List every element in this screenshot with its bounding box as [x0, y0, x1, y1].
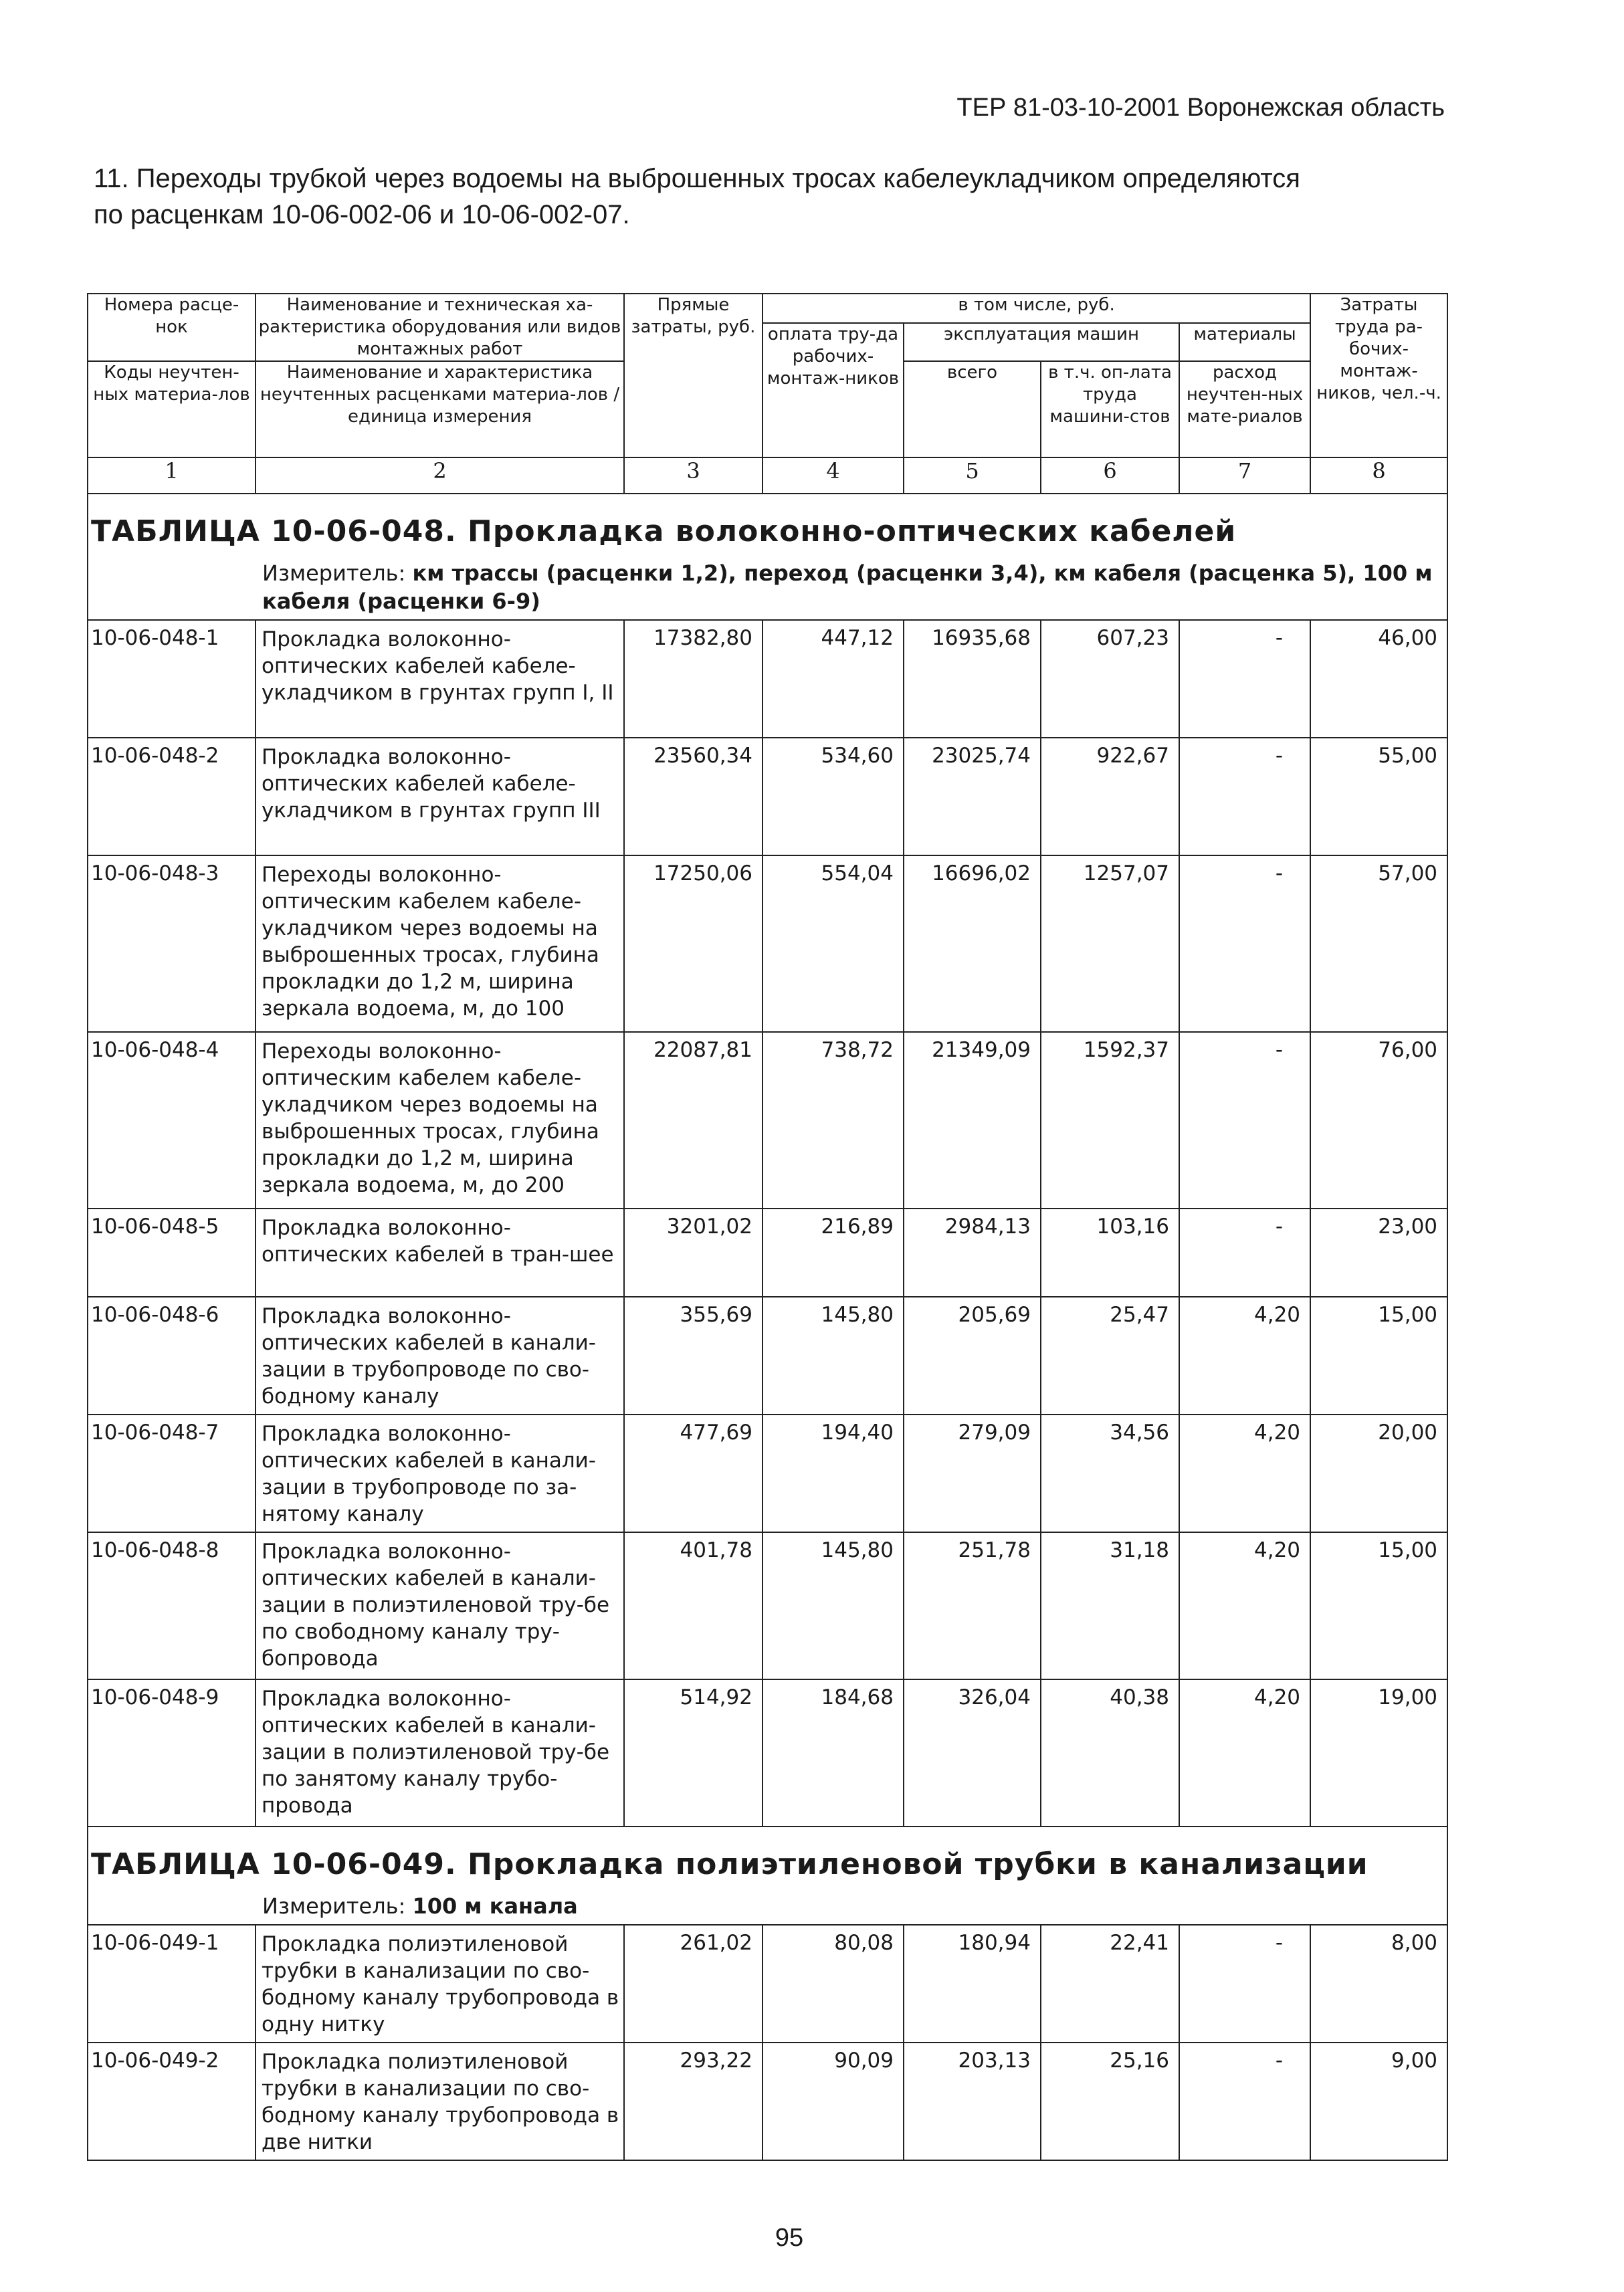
cell-mach-total: 205,69 — [904, 1297, 1041, 1415]
section-meter-row — [88, 555, 1447, 620]
cell-materials: - — [1179, 2043, 1310, 2160]
cell-labor: 184,68 — [763, 1679, 904, 1827]
meter-spacer — [88, 555, 256, 620]
rates-table — [87, 293, 1448, 2161]
cell-direct: 22087,81 — [624, 1032, 763, 1209]
page-number: 95 — [775, 2224, 804, 2252]
rate-code: 10-06-049-2 — [88, 2043, 256, 2160]
table-row — [88, 620, 1447, 738]
cell-hours: 76,00 — [1310, 1032, 1447, 1209]
cell-mach-total: 21349,09 — [904, 1032, 1041, 1209]
meter-spacer — [88, 1888, 256, 1925]
rate-code: 10-06-049-1 — [88, 1925, 256, 2043]
cell-hours: 15,00 — [1310, 1532, 1447, 1679]
work-name: Прокладка волоконно-оптических кабелей в канали-зации в трубопроводе по сво-бодному каналу — [256, 1297, 624, 1415]
table-row — [88, 1032, 1447, 1209]
table-row — [88, 1297, 1447, 1415]
table-row — [88, 738, 1447, 855]
intro-line-2: по расценкам 10-06-002-06 и 10-06-002-07. — [94, 200, 630, 229]
cell-materials: - — [1179, 738, 1310, 855]
cell-labor: 554,04 — [763, 855, 904, 1032]
cell-hours: 9,00 — [1310, 2043, 1447, 2160]
cell-mach-total: 203,13 — [904, 2043, 1041, 2160]
meter-value: км трассы (расценки 1,2), переход (расценки 3,4), км кабеля (расценка 5), 100 м кабеля (расценки 6-9) — [262, 560, 1433, 614]
header-material-consumption: расход неучтен-ных мате-риалов — [1179, 361, 1310, 457]
work-name: Прокладка волоконно-оптических кабелей в канали-зации в трубопроводе по за-нятому каналу — [256, 1415, 624, 1532]
cell-mach-labor: 1592,37 — [1041, 1032, 1179, 1209]
header-machine-total: всего — [904, 361, 1041, 457]
rate-code: 10-06-048-7 — [88, 1415, 256, 1532]
rate-code: 10-06-048-3 — [88, 855, 256, 1032]
cell-materials: - — [1179, 1925, 1310, 2043]
header-rate-numbers: Номера расце-нок — [88, 294, 256, 361]
cell-mach-total: 251,78 — [904, 1532, 1041, 1679]
cell-mach-labor: 22,41 — [1041, 1925, 1179, 2043]
cell-mach-labor: 103,16 — [1041, 1209, 1179, 1297]
rate-code: 10-06-048-1 — [88, 620, 256, 738]
work-name: Прокладка волоконно-оптических кабелей в канали-зации в полиэтиленовой тру-бе по свободному каналу тру-бопровода — [256, 1532, 624, 1679]
cell-mach-total: 180,94 — [904, 1925, 1041, 2043]
table-row — [88, 2043, 1447, 2160]
section-title: ТАБЛИЦА 10-06-049. Прокладка полиэтиленовой трубки в канализации — [88, 1827, 1447, 1888]
column-numbers-row — [88, 457, 1447, 494]
cell-materials: 4,20 — [1179, 1415, 1310, 1532]
column-number: 8 — [1310, 457, 1447, 494]
cell-mach-labor: 25,16 — [1041, 2043, 1179, 2160]
cell-hours: 20,00 — [1310, 1415, 1447, 1532]
cell-direct: 261,02 — [624, 1925, 763, 2043]
cell-hours: 19,00 — [1310, 1679, 1447, 1827]
cell-materials: 4,20 — [1179, 1297, 1310, 1415]
meter-label: Измеритель: — [262, 1893, 413, 1919]
header-labor-hours: Затраты труда ра-бочих-монтаж-ников, чел.-ч. — [1310, 294, 1447, 457]
cell-mach-labor: 40,38 — [1041, 1679, 1179, 1827]
cell-mach-labor: 607,23 — [1041, 620, 1179, 738]
rate-code: 10-06-048-6 — [88, 1297, 256, 1415]
cell-mach-labor: 31,18 — [1041, 1532, 1179, 1679]
column-number: 7 — [1179, 457, 1310, 494]
cell-materials: - — [1179, 1209, 1310, 1297]
cell-hours: 15,00 — [1310, 1297, 1447, 1415]
cell-direct: 477,69 — [624, 1415, 763, 1532]
table-row — [88, 855, 1447, 1032]
column-number: 6 — [1041, 457, 1179, 494]
section-title-row — [88, 1827, 1447, 1888]
header-work-name: Наименование и техническая ха-рактеристика оборудования или видов монтажных работ — [256, 294, 624, 361]
work-name: Прокладка полиэтиленовой трубки в канализации по сво-бодному каналу трубопровода в одну нитку — [256, 1925, 624, 2043]
cell-labor: 80,08 — [763, 1925, 904, 2043]
cell-direct: 23560,34 — [624, 738, 763, 855]
cell-labor: 145,80 — [763, 1532, 904, 1679]
cell-hours: 57,00 — [1310, 855, 1447, 1032]
section-meter — [256, 555, 1447, 620]
rate-code: 10-06-048-5 — [88, 1209, 256, 1297]
cell-labor: 447,12 — [763, 620, 904, 738]
rate-code: 10-06-048-2 — [88, 738, 256, 855]
table-row — [88, 1679, 1447, 1827]
cell-labor: 90,09 — [763, 2043, 904, 2160]
cell-labor: 738,72 — [763, 1032, 904, 1209]
table-row — [88, 1925, 1447, 2043]
work-name: Переходы волоконно-оптическим кабелем кабеле-укладчиком через водоемы на выброшенных тросах, глубина прокладки до 1,2 м, ширина зеркала водоема, м, до 200 — [256, 1032, 624, 1209]
rate-code: 10-06-048-8 — [88, 1532, 256, 1679]
rate-code: 10-06-048-9 — [88, 1679, 256, 1827]
cell-direct: 3201,02 — [624, 1209, 763, 1297]
cell-mach-labor: 1257,07 — [1041, 855, 1179, 1032]
column-number: 1 — [88, 457, 256, 494]
cell-materials: - — [1179, 620, 1310, 738]
header-direct-costs: Прямые затраты, руб. — [624, 294, 763, 457]
column-number: 5 — [904, 457, 1041, 494]
cell-mach-labor: 34,56 — [1041, 1415, 1179, 1532]
cell-mach-total: 16696,02 — [904, 855, 1041, 1032]
cell-mach-labor: 25,47 — [1041, 1297, 1179, 1415]
cell-materials: - — [1179, 1032, 1310, 1209]
table-row — [88, 1209, 1447, 1297]
column-number: 2 — [256, 457, 624, 494]
cell-labor: 534,60 — [763, 738, 904, 855]
cell-materials: 4,20 — [1179, 1679, 1310, 1827]
cell-mach-total: 2984,13 — [904, 1209, 1041, 1297]
cell-hours: 55,00 — [1310, 738, 1447, 855]
work-name: Прокладка волоконно-оптических кабелей в тран-шее — [256, 1209, 624, 1297]
cell-direct: 355,69 — [624, 1297, 763, 1415]
cell-direct: 17382,80 — [624, 620, 763, 738]
meter-label: Измеритель: — [262, 560, 413, 586]
cell-mach-total: 326,04 — [904, 1679, 1041, 1827]
work-name: Прокладка полиэтиленовой трубки в канализации по сво-бодному каналу трубопровода в две нитки — [256, 2043, 624, 2160]
header-including: в том числе, руб. — [763, 294, 1310, 323]
intro-line-1: 11. Переходы трубкой через водоемы на выброшенных тросах кабелеукладчиком определяются — [94, 164, 1300, 193]
cell-direct: 401,78 — [624, 1532, 763, 1679]
column-number: 3 — [624, 457, 763, 494]
cell-direct: 17250,06 — [624, 855, 763, 1032]
column-number: 4 — [763, 457, 904, 494]
header-materials: материалы — [1179, 323, 1310, 361]
cell-hours: 46,00 — [1310, 620, 1447, 738]
cell-materials: 4,20 — [1179, 1532, 1310, 1679]
work-name: Переходы волоконно-оптическим кабелем кабеле-укладчиком через водоемы на выброшенных тросах, глубина прокладки до 1,2 м, ширина зеркала водоема, м, до 100 — [256, 855, 624, 1032]
section-title: ТАБЛИЦА 10-06-048. Прокладка волоконно-оптических кабелей — [88, 494, 1447, 555]
intro-paragraph — [94, 161, 1445, 233]
rate-code: 10-06-048-4 — [88, 1032, 256, 1209]
cell-hours: 8,00 — [1310, 1925, 1447, 2043]
section-meter — [256, 1888, 1447, 1925]
cell-materials: - — [1179, 855, 1310, 1032]
cell-labor: 216,89 — [763, 1209, 904, 1297]
cell-labor: 194,40 — [763, 1415, 904, 1532]
cell-labor: 145,80 — [763, 1297, 904, 1415]
work-name: Прокладка волоконно-оптических кабелей кабеле-укладчиком в грунтах групп III — [256, 738, 624, 855]
cell-direct: 514,92 — [624, 1679, 763, 1827]
work-name: Прокладка волоконно-оптических кабелей в канали-зации в полиэтиленовой тру-бе по занятому каналу трубо-провода — [256, 1679, 624, 1827]
cell-hours: 23,00 — [1310, 1209, 1447, 1297]
meter-value: 100 м канала — [412, 1893, 578, 1919]
table-row — [88, 1415, 1447, 1532]
cell-mach-total: 16935,68 — [904, 620, 1041, 738]
header-machine-operation: эксплуатация машин — [904, 323, 1179, 361]
table-row — [88, 1532, 1447, 1679]
header-unaccounted-codes: Коды неучтен-ных материа-лов — [88, 361, 256, 457]
table-header — [88, 294, 1447, 494]
header-material-name: Наименование и характеристика неучтенных расценками материа-лов / единица измерения — [256, 361, 624, 457]
section-title-row — [88, 494, 1447, 555]
table-body — [88, 494, 1447, 2160]
cell-mach-total: 23025,74 — [904, 738, 1041, 855]
header-machinist-pay: в т.ч. оп-лата труда машини-стов — [1041, 361, 1179, 457]
work-name: Прокладка волоконно-оптических кабелей кабеле-укладчиком в грунтах групп I, II — [256, 620, 624, 738]
cell-mach-labor: 922,67 — [1041, 738, 1179, 855]
document-title: ТЕР 81-03-10-2001 Воронежская область — [956, 94, 1445, 122]
cell-direct: 293,22 — [624, 2043, 763, 2160]
header-worker-pay: оплата тру-да рабочих-монтаж-ников — [763, 323, 904, 457]
cell-mach-total: 279,09 — [904, 1415, 1041, 1532]
section-meter-row — [88, 1888, 1447, 1925]
